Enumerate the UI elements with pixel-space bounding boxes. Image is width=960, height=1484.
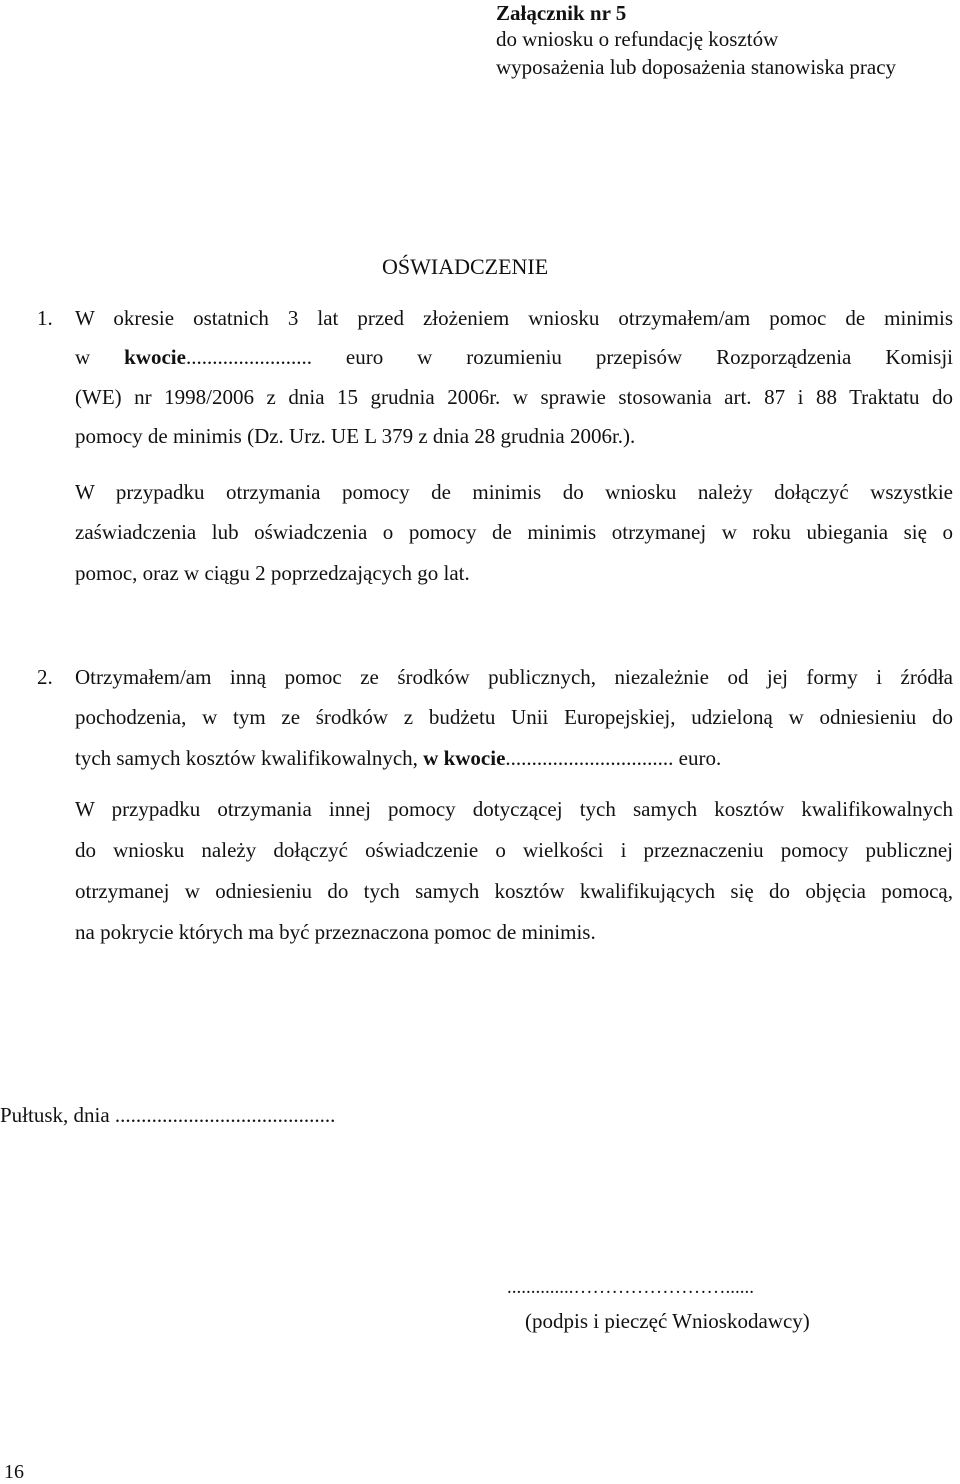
attachment-line-1: do wniosku o refundację kosztów [496, 27, 779, 51]
document-heading: OŚWIADCZENIE [382, 254, 549, 279]
attachment-line-2: wyposażenia lub doposażenia stanowiska pracy [496, 55, 897, 79]
section-1-number: 1. [37, 306, 53, 330]
section-1-amount-label: kwocie [124, 345, 186, 369]
section-1-line-2 [75, 345, 953, 369]
section-2-note-line-1: W przypadku otrzymania innej pomocy dotyczącej tych samych kosztów kwalifikowalnych [75, 797, 953, 821]
section-2-line-3-pre: tych samych kosztów kwalifikowalnych, [75, 746, 424, 770]
section-1-line-1: W okresie ostatnich 3 lat przed złożeniem wniosku otrzymałem/am pomoc de minimis [75, 306, 953, 330]
section-2-line-3 [75, 746, 721, 770]
section-2-amount-label: w kwocie [423, 746, 506, 770]
section-1-line-2-post: ........................ euro w rozumieniu przepisów Rozporządzenia Komisji [185, 345, 953, 369]
section-2-line-2: pochodzenia, w tym ze środków z budżetu Unii Europejskiej, udzieloną w odniesieniu do [75, 705, 953, 729]
signature-line: ..............……………………...... [507, 1277, 754, 1298]
section-2-line-1: Otrzymałem/am inną pomoc ze środków publicznych, niezależnie od jej formy i źródła [75, 665, 953, 689]
section-2-note-line-2: do wniosku należy dołączyć oświadczenie o wielkości i przeznaczeniu pomocy publicznej [75, 838, 953, 862]
section-1-line-2-pre: w [75, 345, 125, 369]
signature-label: (podpis i pieczęć Wnioskodawcy) [525, 1309, 810, 1333]
section-2-note-line-3: otrzymanej w odniesieniu do tych samych kosztów kwalifikujących się do objęcia pomocą, [75, 879, 953, 903]
attachment-header [496, 0, 896, 80]
attachment-title: Załącznik nr 5 [496, 1, 627, 25]
page-number: 16 [4, 1461, 24, 1483]
section-2-line-3-post: ................................ euro. [505, 746, 722, 770]
section-1-note-line-2: zaświadczenia lub oświadczenia o pomocy de minimis otrzymanej w roku ubiegania się o [75, 520, 953, 544]
section-2-number: 2. [37, 665, 53, 689]
place-date-field: Pułtusk, dnia .......................................... [0, 1103, 336, 1127]
section-2-note-line-4: na pokrycie których ma być przeznaczona pomoc de minimis. [75, 920, 596, 944]
section-1-line-4: pomocy de minimis (Dz. Urz. UE L 379 z dnia 28 grudnia 2006r.). [75, 424, 636, 448]
section-1-line-3: (WE) nr 1998/2006 z dnia 15 grudnia 2006r. w sprawie stosowania art. 87 i 88 Traktatu do [75, 385, 953, 409]
section-1-note-line-1: W przypadku otrzymania pomocy de minimis do wniosku należy dołączyć wszystkie [75, 480, 953, 504]
section-1-note-line-3: pomoc, oraz w ciągu 2 poprzedzających go lat. [75, 561, 470, 585]
